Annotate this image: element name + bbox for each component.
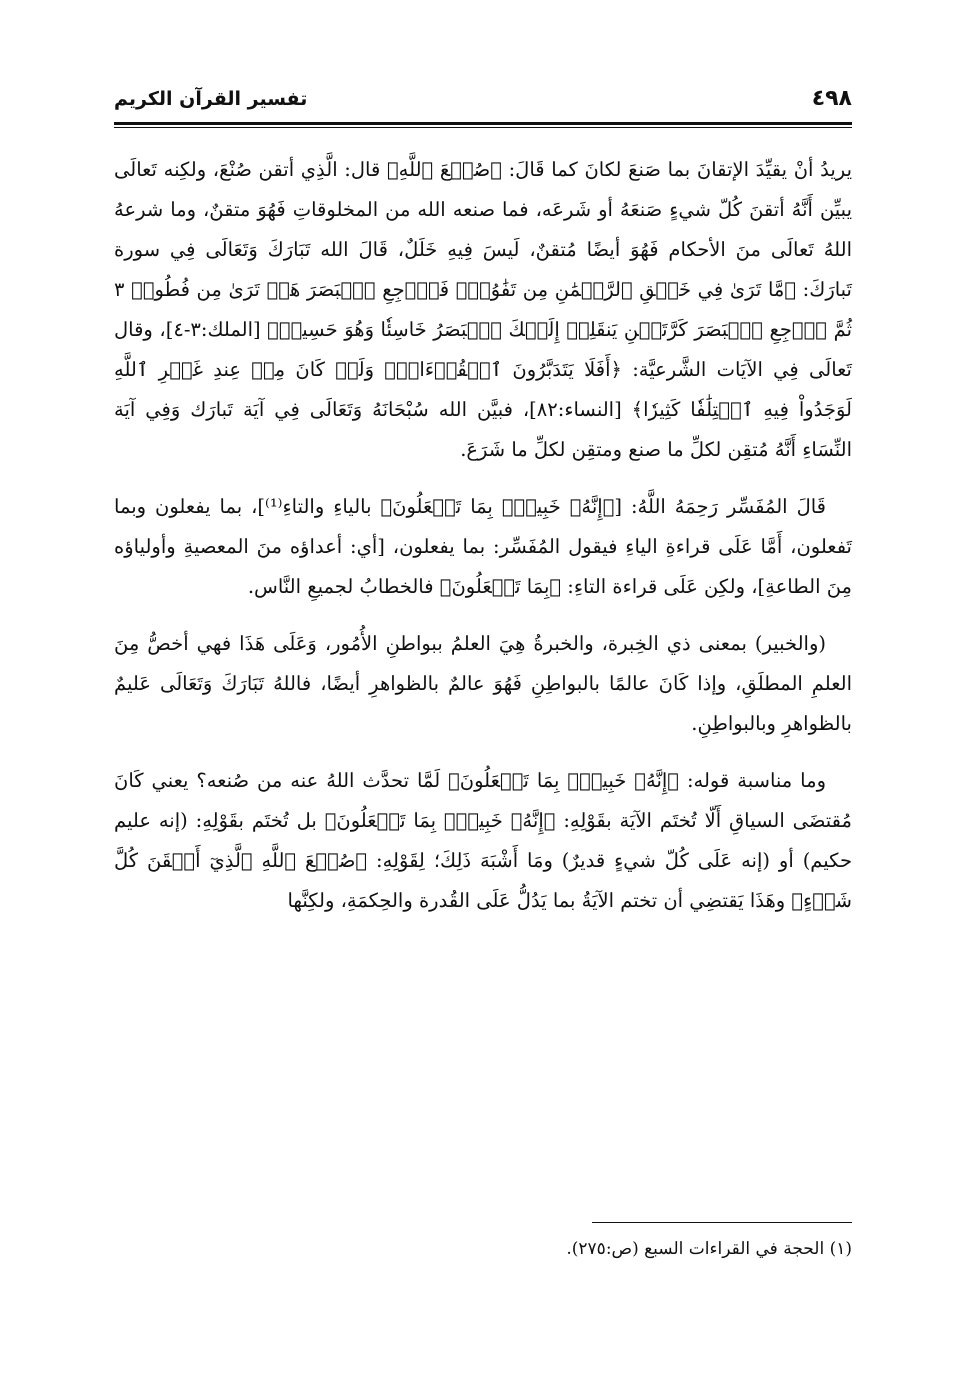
page-header	[114, 82, 852, 122]
paragraph: وما مناسبة قوله: ﴿إِنَّهُۥ خَبِيرُۢ بِمَا تَفۡعَلُونَ﴾ لَمَّا تحدَّث اللهُ عنه من صُنعه؟ يعني كَانَ مُقتضَى السياقِ أَلّا تُختَم الآيَة بقَوْلِهِ: ﴿إِنَّهُۥ خَبِيرُۢ بِمَا تَفۡعَلُونَ﴾ بل تُختَم بقَوْلِهِ: (إنه عليم حكيم) أو (إنه عَلَى كُلّ شيءٍ قديرٌ) ومَا أَشْبَهَ ذَلِكَ؛ لِقَوْلِهِ: ﴿صُنۡعَ ٱللَّهِ ٱلَّذِيٓ أَتۡقَنَ كُلَّ شَيۡءٍ﴾ وهَذَا يَقتضِي أن تختم الآيَةُ بما يَدُلُّ عَلَى القُدرة والحِكمَةِ، ولكِنَّها	[114, 769, 852, 912]
paragraph: (والخبير) بمعنى ذي الخِبرة، والخبرةُ هِيَ العلمُ ببواطنِ الأُمُور، وَعَلَى هَذَا فهي أخصُّ مِنَ العلمِ المطلَقِ، وإذا كَانَ عالمًا بالبواطِنِ فَهُوَ عالمٌ بالظواهرِ أيضًا، فاللهُ تَبَارَكَ وَتَعَالَى عَليمٌ بالظواهرِ وبالبواطِنِ.	[114, 632, 852, 735]
page-body	[114, 150, 852, 938]
header-rule	[114, 122, 852, 125]
footnote: (١) الحجة في القراءات السبع (ص:٢٧٥).	[566, 1239, 852, 1259]
paragraph: يريدُ أنْ يقيِّدَ الإتقانَ بما صَنعَ لكانَ كما قَالَ: ﴿صُنۡعَ ٱللَّهِ﴾ قال: الَّذِي أتقن صُنْعَ، ولكِنه تَعالَى يبيِّن أَنَّهُ أتقنَ كُلّ شيءٍ صَنعَهُ أو شَرعَه، فما صنعه الله من المخلوقاتِ فَهُوَ متقنٌ، وما شرعهُ اللهُ تَعالَى منَ الأحكام فَهُوَ أيضًا مُتقنٌ، لَيسَ فِيهِ خَلَلٌ، قَالَ الله تَبَارَكَ وَتَعَالَى فِي سورة تَبارَكَ: ﴿مَّا تَرَىٰ فِي خَلۡقِ ٱلرَّحۡمَٰنِ مِن تَفَٰوُتٖۖ فَٱرۡجِعِ ٱلۡبَصَرَ هَلۡ تَرَىٰ مِن فُطُورٖ ٣ ثُمَّ ٱرۡجِعِ ٱلۡبَصَرَ كَرَّتَيۡنِ يَنقَلِبۡ إِلَيۡكَ ٱلۡبَصَرُ خَاسِئٗا وَهُوَ حَسِيرٞ﴾ [الملك:٣-٤]، وقال تَعالَى فِي الآيَات الشَّرعيَّة: ﴿أَفَلَا يَتَدَبَّرُونَ ٱلۡقُرۡءَانَۚ وَلَوۡ كَانَ مِنۡ عِندِ غَيۡرِ ٱللَّهِ لَوَجَدُواْ فِيهِ ٱخۡتِلَٰفٗا كَثِيرٗا﴾ [النساء:٨٢]، فبيَّن الله سُبْحَانَهُ وَتَعَالَى فِي آيَة تَبارَك وَفِي آيَة النِّسَاءِ أَنَّهُ مُتقِن لكلِّ ما صنع ومتقِن لكلِّ ما شَرَعَ.	[114, 158, 852, 461]
header-rule-thin	[114, 127, 852, 128]
page-number: ٤٩٨	[811, 86, 852, 111]
book-title: تفسير القرآن الكريم	[114, 88, 308, 110]
footnote-separator	[592, 1222, 852, 1223]
paragraph: قَالَ المُفَسِّر رَحِمَهُ اللَّهُ: [﴿إِنَّهُۥ خَبِيرُۢ بِمَا تَفۡعَلُونَ﴾ بالياءِ والتاءِ⁽¹⁾]، بما يفعلون وبما تَفعلون، أَمَّا عَلَى قراءةِ الياءِ فيقول المُفَسِّر: بما يفعلون، [أي: أعداؤه منَ المعصيةِ وأولياؤه مِنَ الطاعةِ]، ولكِن عَلَى قراءة التاءِ: ﴿بِمَا تَفۡعَلُونَ﴾ فالخطابُ لجميعِ النَّاس.	[114, 495, 852, 598]
